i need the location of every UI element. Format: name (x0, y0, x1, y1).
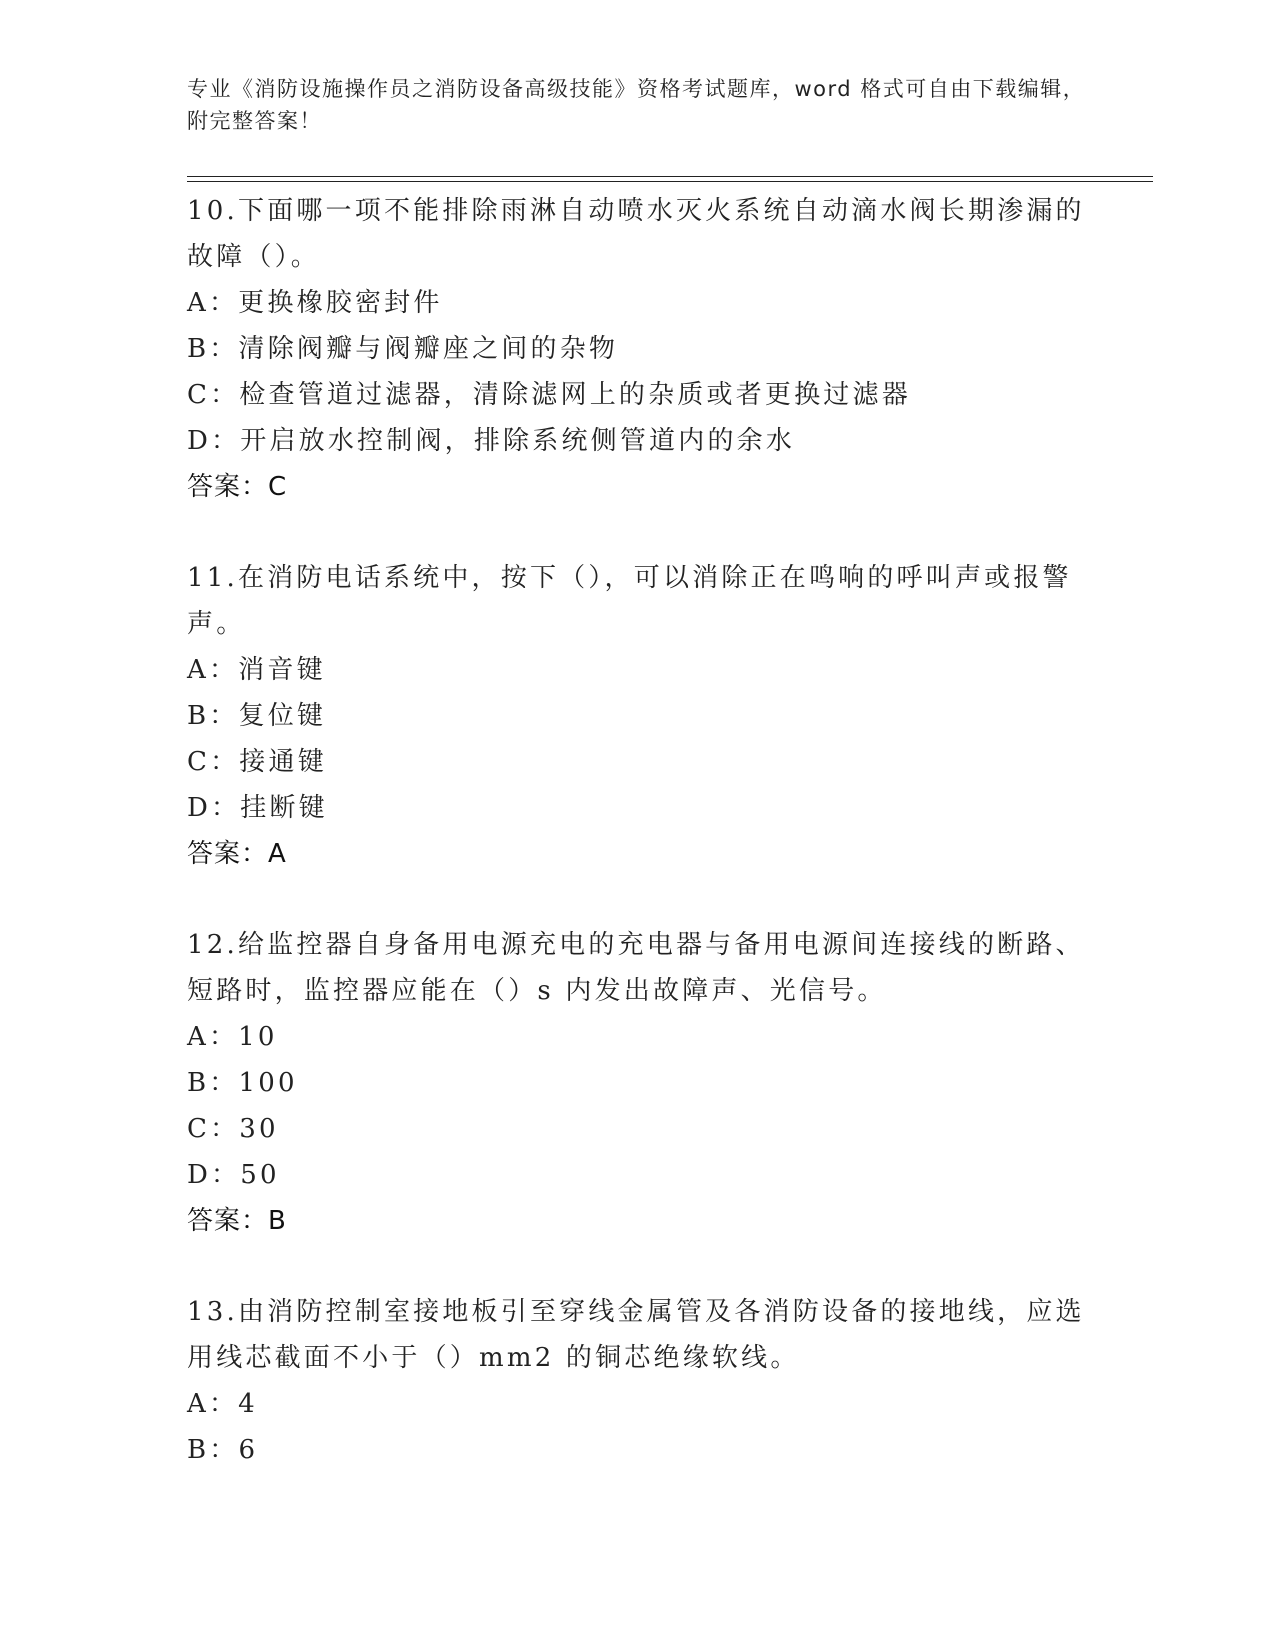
question-stem: 13.由消防控制室接地板引至穿线金属管及各消防设备的接地线，应选用线芯截面不小于（）mm2 的铜芯绝缘软线。 (187, 1297, 1085, 1373)
header-divider-bottom (187, 181, 1153, 182)
question-12 (187, 922, 1087, 1244)
question-stem: 11.在消防电话系统中，按下（），可以消除正在鸣响的呼叫声或报警声。 (187, 563, 1072, 639)
option-c: C：30 (187, 1114, 279, 1144)
option-b: B：复位键 (187, 701, 327, 731)
question-13 (187, 1289, 1087, 1473)
option-d: D：开启放水控制阀，排除系统侧管道内的余水 (187, 426, 796, 456)
question-stem: 12.给监控器自身备用电源充电的充电器与备用电源间连接线的断路、短路时，监控器应能在（）s 内发出故障声、光信号。 (187, 930, 1085, 1006)
option-b: B：6 (187, 1435, 259, 1465)
answer-line: 答案：A (187, 839, 287, 869)
option-a: A：4 (187, 1389, 258, 1419)
option-b: B：清除阀瓣与阀瓣座之间的杂物 (187, 334, 619, 364)
question-spacer (187, 877, 1087, 922)
option-c: C：接通键 (187, 747, 327, 777)
option-c: C：检查管道过滤器，清除滤网上的杂质或者更换过滤器 (187, 380, 911, 410)
question-10 (187, 188, 1087, 510)
header-divider-top (187, 176, 1153, 177)
option-a: A：10 (187, 1022, 278, 1052)
option-d: D：挂断键 (187, 793, 328, 823)
question-spacer (187, 1244, 1087, 1289)
question-list (187, 188, 1087, 1473)
option-a: A：消音键 (187, 655, 326, 685)
answer-line: 答案：B (187, 1206, 287, 1236)
question-11 (187, 555, 1087, 877)
document-header: 专业《消防设施操作员之消防设备高级技能》资格考试题库，word 格式可自由下载编辑，附完整答案！ (187, 77, 1086, 133)
answer-line: 答案：C (187, 472, 288, 502)
option-d: D：50 (187, 1160, 280, 1190)
question-spacer (187, 510, 1087, 555)
option-a: A：更换橡胶密封件 (187, 288, 443, 318)
option-b: B：100 (187, 1068, 298, 1098)
question-stem: 10.下面哪一项不能排除雨淋自动喷水灭火系统自动滴水阀长期渗漏的故障（）。 (187, 196, 1085, 272)
